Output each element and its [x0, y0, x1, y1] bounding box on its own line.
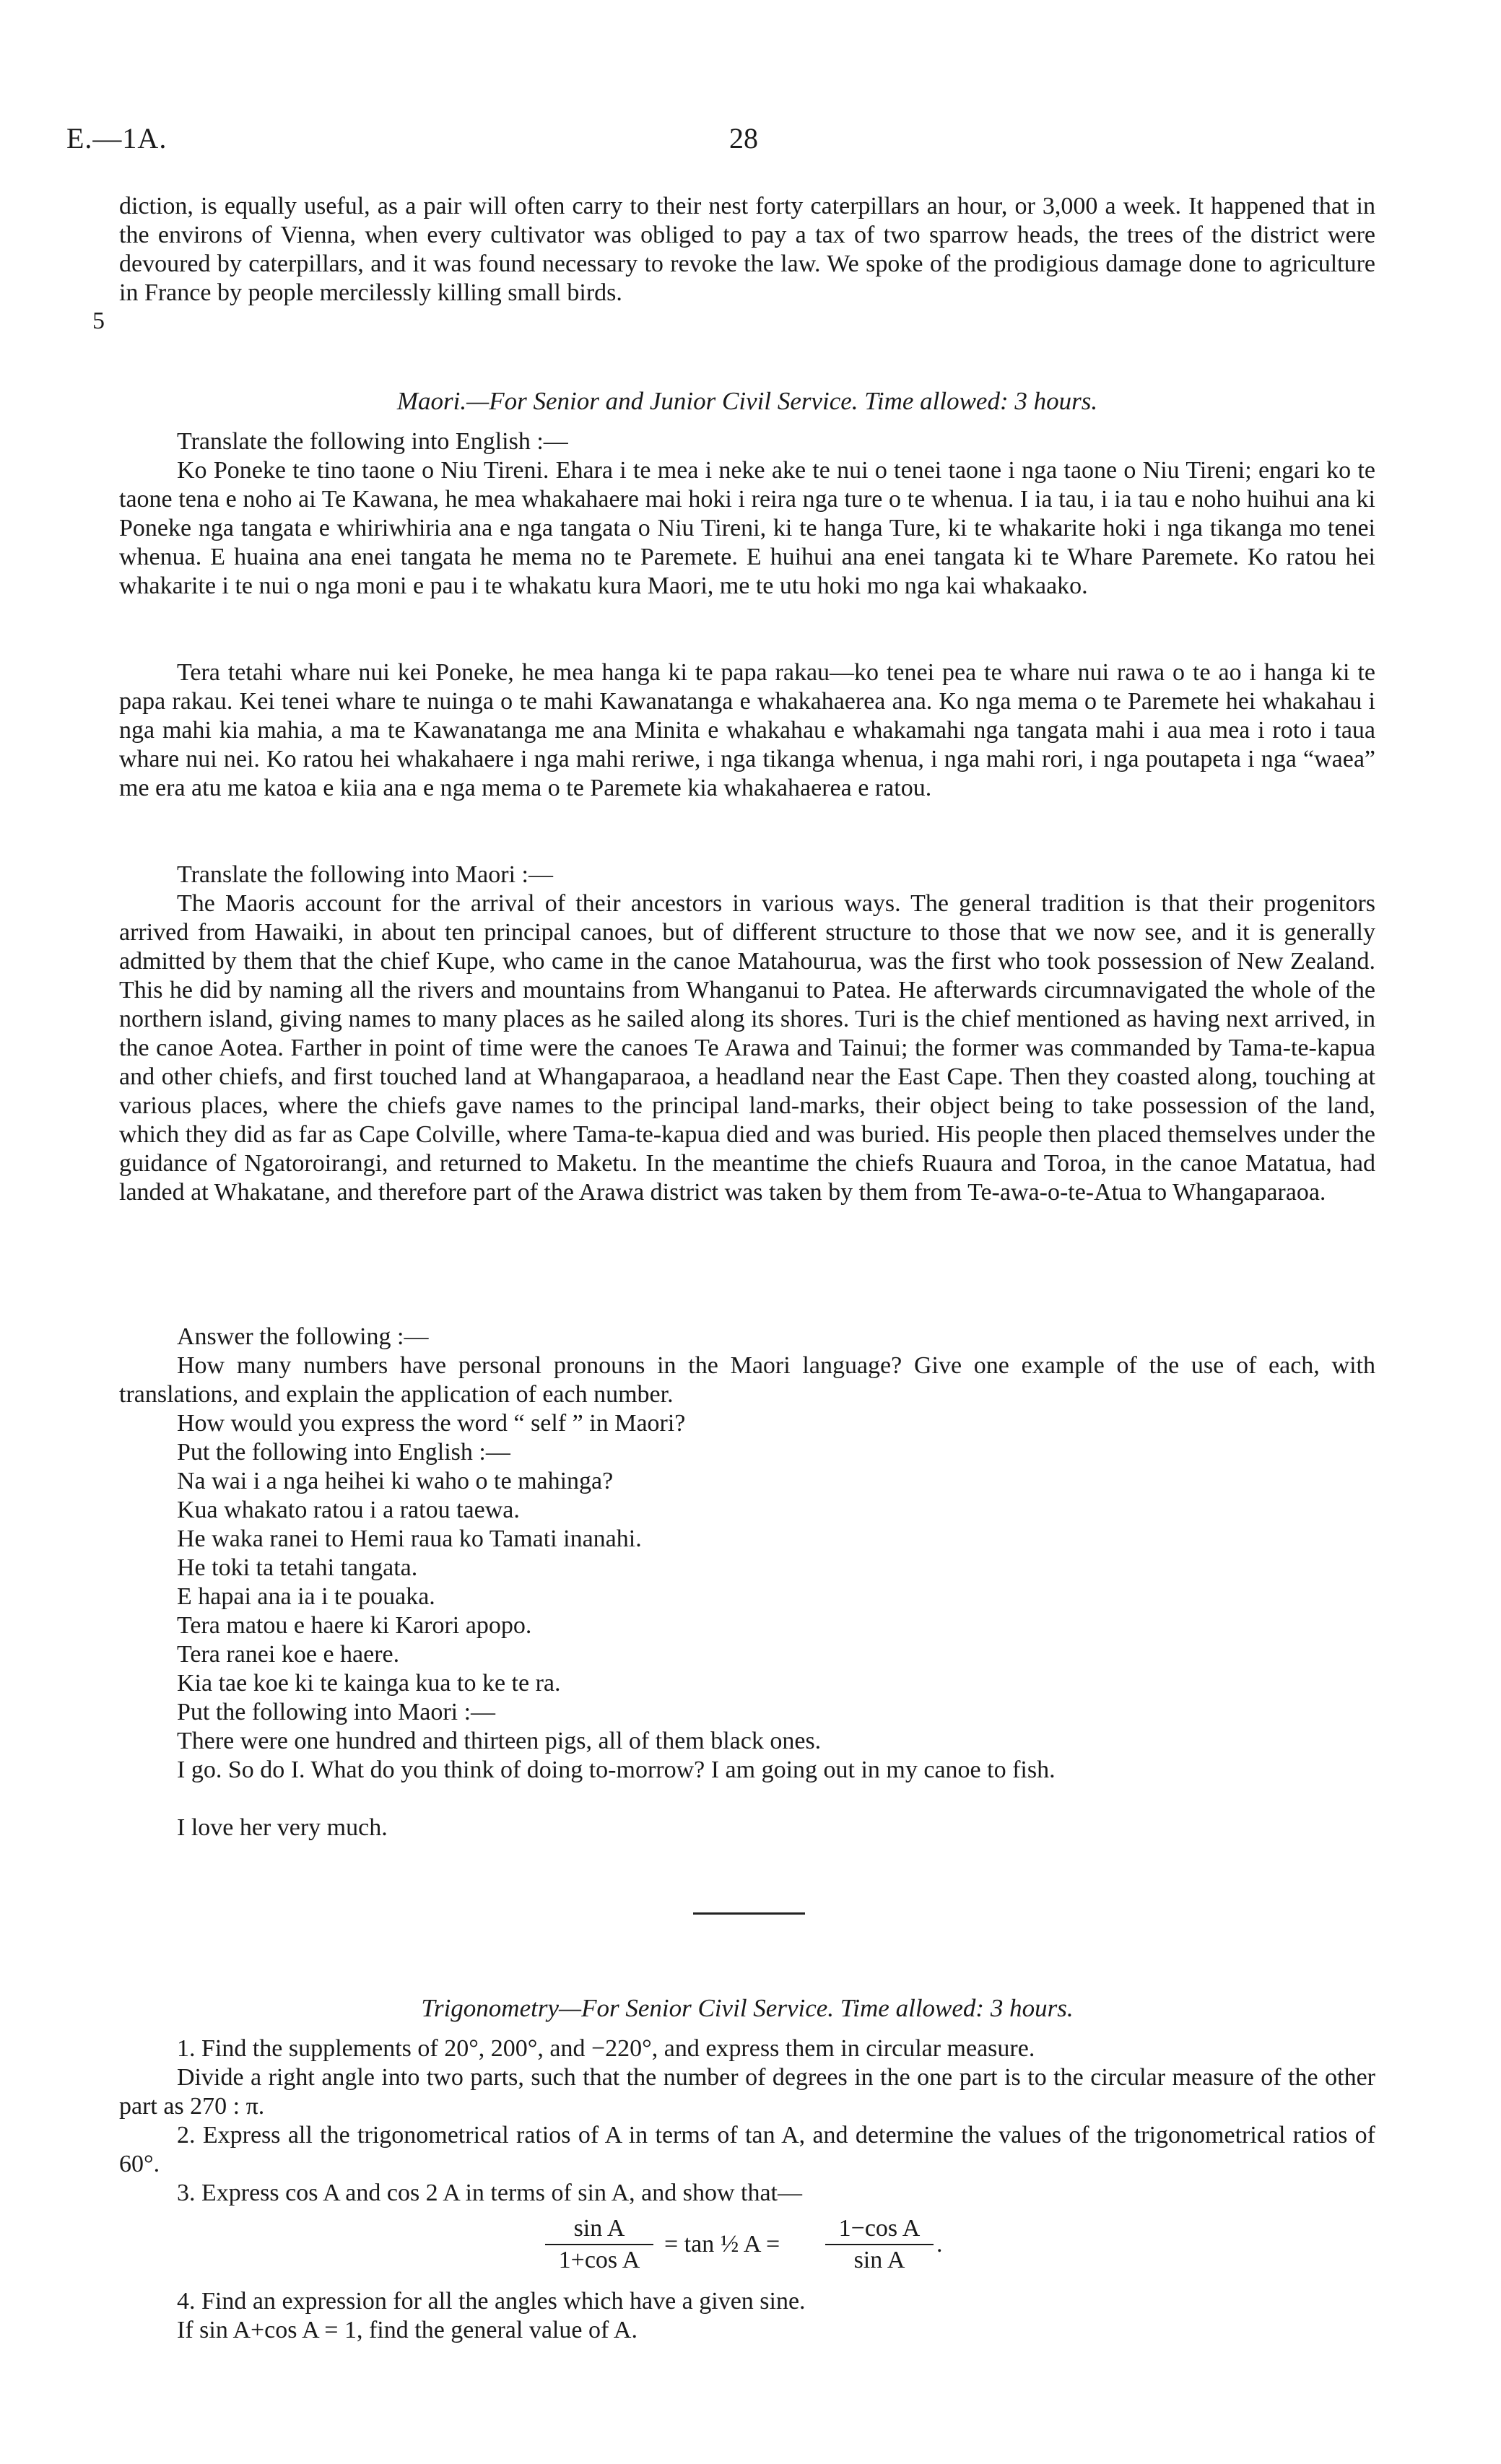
formula-left-fraction [545, 2215, 653, 2274]
trig-question-1: 1. Find the supplements of 20°, 200°, and −220°, and express them in circular measure. [177, 2035, 1035, 2062]
document-reference: E.—1A. [66, 122, 167, 154]
half-angle-formula [545, 2215, 993, 2276]
formula-right-denominator: sin A [853, 2247, 905, 2273]
trig-question-4b: If sin A+cos A = 1, find the general value of A. [177, 2317, 638, 2343]
english-sentence: Kia tae koe ki te kainga kua to ke te ra. [177, 1670, 561, 1697]
maori-passage-1: Ko Poneke te tino taone o Niu Tireni. Ehara i te mea i neke ake te nui o tenei taone i nga taone o Niu Tireni; engari ko te taone tena e noho ai Te Kawana, he mea whakahaere mai hoki i reira nga ture o te whenua. I ia tau, i ia tau e noho huihui ana ki Poneke nga tangata e whiriwhiria ana e nga tangata o Niu Tireni, ki te hanga Ture, ki te whakarite hoki i nga tikanga mo tenei whenua. E huaina ana enei tangata he mema no te Paremete. E huihui ana enei tangata ki te Whare Paremete. Ko ratou hei whakarite i te nui o nga moni e pau i te whakatu kura Maori, me te utu hoki mo nga kai whakaako. [119, 457, 1375, 599]
trig-question-3: 3. Express cos A and cos 2 A in terms of sin A, and show that— [177, 2180, 803, 2206]
english-sentence: Tera matou e haere ki Karori apopo. [177, 1612, 532, 1639]
trig-question-1b: Divide a right angle into two parts, such that the number of degrees in the one part is to the circular measure of the other part as 270 : π. [119, 2064, 1375, 2120]
english-sentence: He waka ranei to Hemi raua ko Tamati inanahi. [177, 1525, 642, 1552]
pronoun-question: How many numbers have personal pronouns in the Maori language? Give one example of the use of each, with translations, and explain the application of each number. [119, 1352, 1375, 1408]
formula-right-numerator: 1−cos A [838, 2215, 921, 2242]
page-number: 28 [729, 122, 758, 154]
maori-section-title: Maori.—For Senior and Junior Civil Service. Time allowed: 3 hours. [396, 387, 1098, 415]
line-marker: 5 [92, 308, 105, 334]
fraction-bar [825, 2244, 934, 2245]
maori-instruction-maori: Translate the following into Maori :— [177, 861, 553, 888]
english-sentence: He toki ta tetahi tangata. [177, 1554, 418, 1581]
section-divider [693, 1912, 805, 1915]
english-sentence: E hapai ana ia i te pouaka. [177, 1583, 435, 1610]
english-sentence: Na wai i a nga heihei ki waho o te mahinga? [177, 1468, 614, 1494]
english-sentence: Tera ranei koe e haere. [177, 1641, 400, 1668]
put-maori-instruction: Put the following into Maori :— [177, 1699, 496, 1725]
english-sentence: Kua whakato ratou i a ratou taewa. [177, 1497, 520, 1523]
trig-question-2: 2. Express all the trigonometrical ratios of A in terms of tan A, and determine the values of the trigonometrical ratios of 60°. [119, 2122, 1375, 2177]
formula-end: . [936, 2231, 943, 2258]
formula-middle: = tan ½ A = [664, 2231, 780, 2258]
maori-passage-2: Tera tetahi whare nui kei Poneke, he mea hanga ki te papa rakau—ko tenei pea te whare nui rawa o te ao i hanga ki te papa rakau. Kei tenei whare te nuinga o te mahi Kawanatanga e whakahaerea ana. Ko nga mema o te Paremete hei whakahau i nga mahi kia mahia, a ma te Kawanatanga me ana Minita e whakahau e whakamahi nga tangata mahi i aua mea i roto i taua whare nui nei. Ko ratou hei whakahaere i nga mahi reriwe, i nga tikanga whenua, i nga mahi rori, i nga poutapeta i nga “waea” me era atu me katoa e kiia ana e nga mema o te Paremete kia whakahaerea e ratou. [119, 659, 1375, 801]
put-english-instruction: Put the following into English :— [177, 1439, 510, 1466]
formula-right-fraction [825, 2215, 934, 2274]
fraction-bar [545, 2244, 653, 2245]
intro-paragraph: diction, is equally useful, as a pair will often carry to their nest forty caterpillars an hour, or 3,000 a week. It happened that in the environs of Vienna, when every cultivator was obliged to pay a tax of two sparrow heads, the trees of the district were devoured by caterpillars, and it was found necessary to revoke the law. We spoke of the prodigious damage done to agriculture in France by people mercilessly killing small birds. [119, 193, 1375, 306]
english-passage: The Maoris account for the arrival of their ancestors in various ways. The general tradition is that their progenitors arrived from Hawaiki, in about ten principal canoes, but of different structure to those that we now see, and it is generally admitted by them that the chief Kupe, who came in the canoe Matahourua, was the first who took possession of New Zealand. This he did by naming all the rivers and mountains from Whanganui to Patea. He afterwards circumnavigated the whole of the northern island, giving names to many places as he sailed along its shores. Turi is the chief mentioned as having next arrived, in the canoe Aotea. Farther in point of time were the canoes Te Arawa and Tainui; the former was commanded by Tama-te-kapua and other chiefs, and first touched land at Whangaparaoa, a headland near the East Cape. Then they coasted along, touching at various places, where the chiefs gave names to the principal land-marks, their object being to take possession of the land, which they did as far as Cape Colville, where Tama-te-kapua died and was buried. His people then placed themselves under the guidance of Ngatoroirangi, and returned to Maketu. In the meantime the chiefs Ruaura and Toroa, in the canoe Matatua, had landed at Whakatane, and therefore part of the Arawa district was taken by them from Te-awa-o-te-Atua to Whangaparaoa. [119, 890, 1375, 1206]
maori-sentence-paragraph: I go. So do I. What do you think of doing to-morrow? I am going out in my canoe to fish. [177, 1756, 1056, 1783]
maori-instruction-english: Translate the following into English :— [177, 428, 568, 455]
formula-left-numerator: sin A [573, 2215, 625, 2242]
page-header [66, 121, 1438, 165]
formula-left-denominator: 1+cos A [558, 2247, 640, 2273]
maori-sentence: I love her very much. [177, 1814, 388, 1841]
self-question: How would you express the word “ self ” in Maori? [177, 1410, 686, 1437]
trig-section-title: Trigonometry—For Senior Civil Service. Time allowed: 3 hours. [421, 1994, 1074, 2022]
trig-question-4: 4. Find an expression for all the angles which have a given sine. [177, 2288, 806, 2315]
answer-instruction: Answer the following :— [177, 1323, 429, 1350]
maori-sentence: There were one hundred and thirteen pigs, all of them black ones. [177, 1728, 822, 1754]
